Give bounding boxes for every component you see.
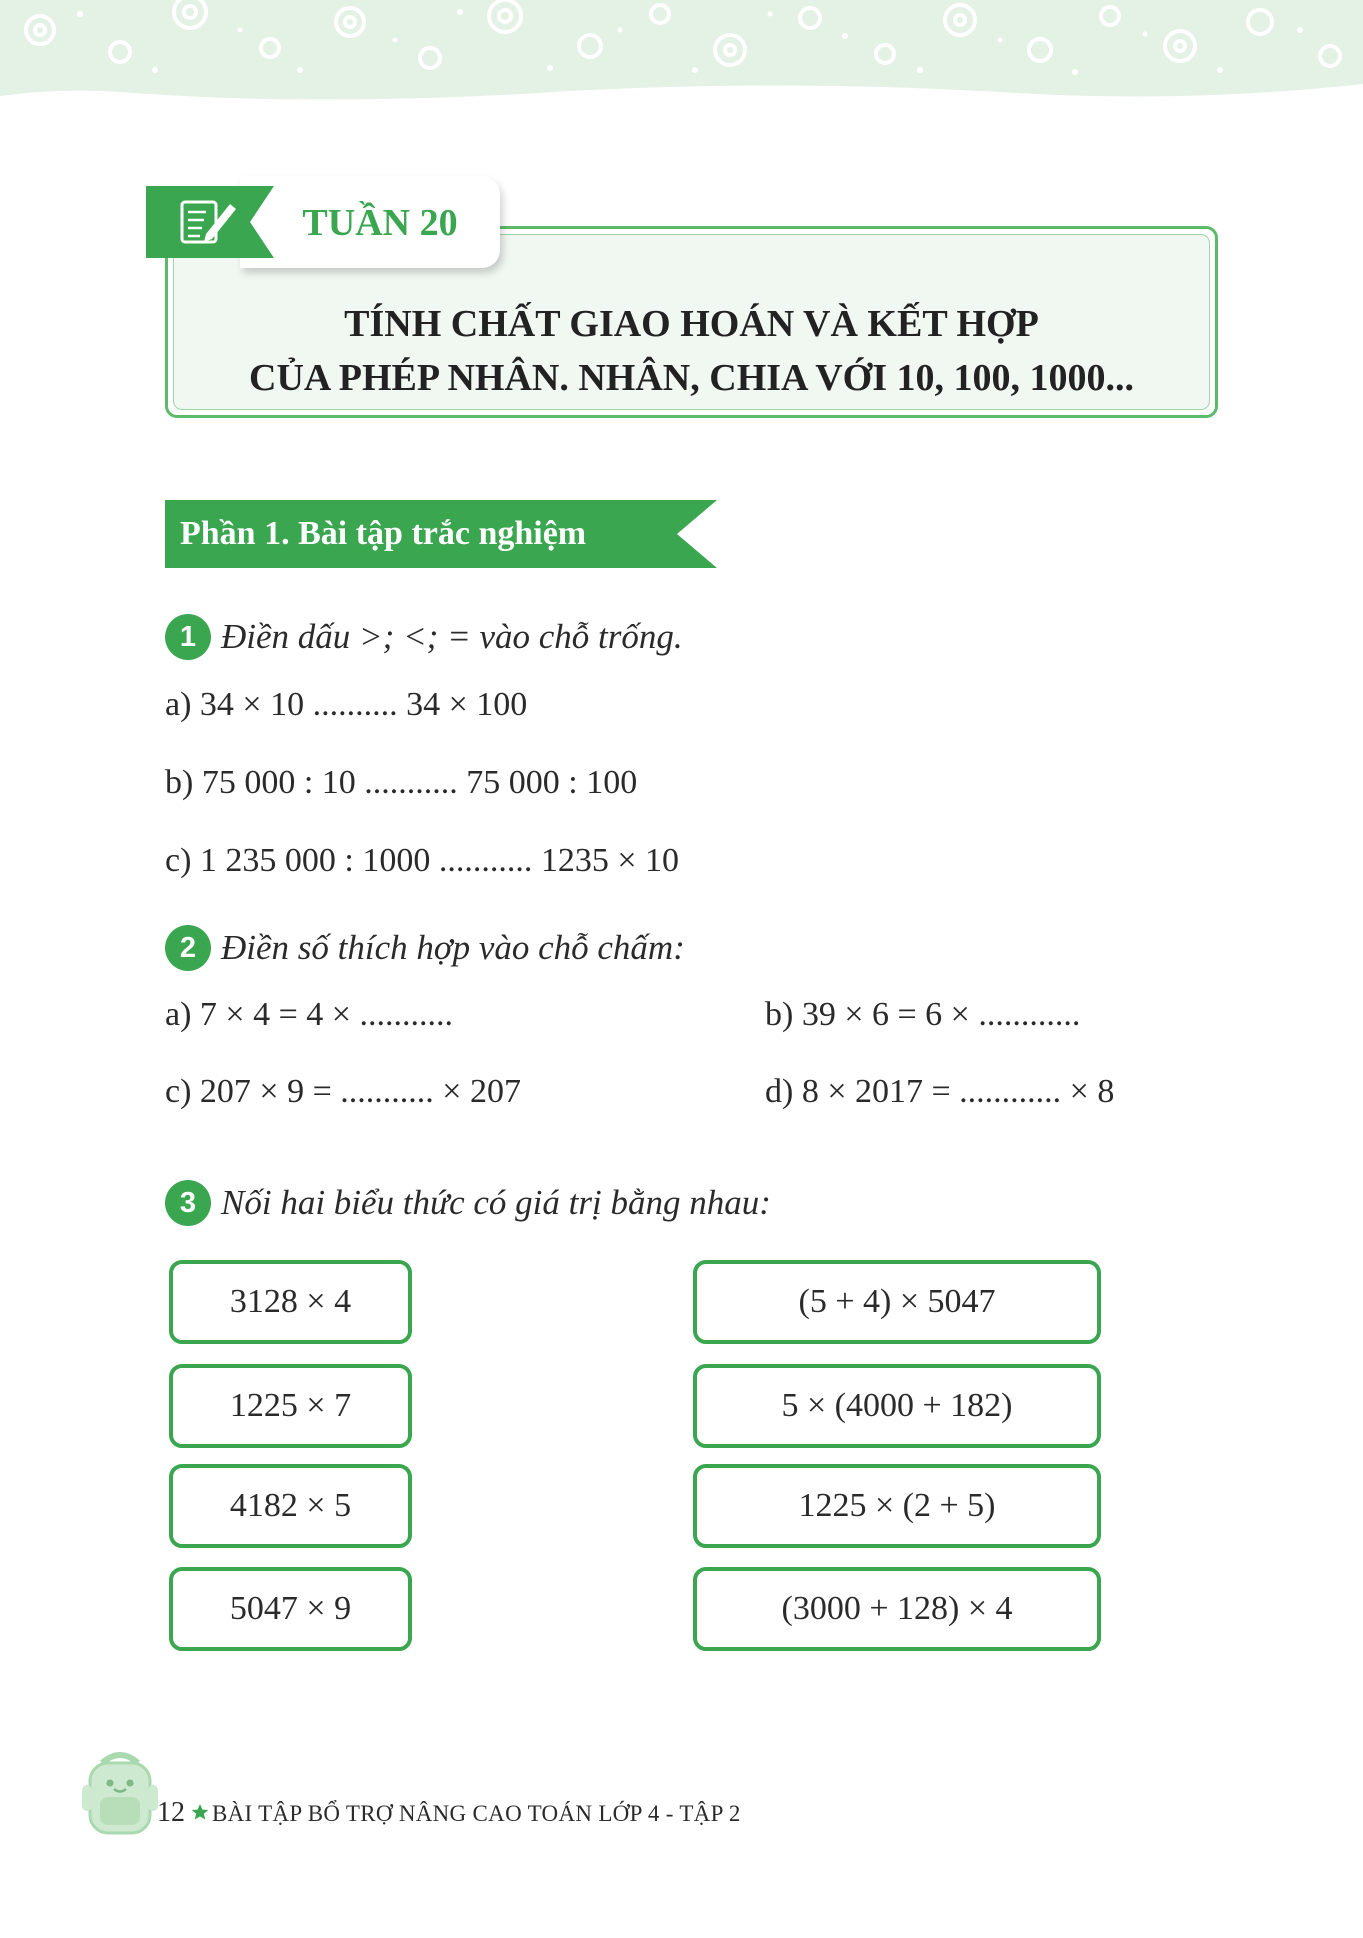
pencil-paper-icon	[176, 196, 238, 248]
exercise-2-item-b: b) 39 × 6 = 6 × ............	[765, 996, 1081, 1033]
week-label: TUẦN 20	[302, 202, 458, 244]
left-expression-box[interactable]: 4182 × 5	[169, 1464, 412, 1548]
left-expression-box[interactable]: 5047 × 9	[169, 1567, 412, 1651]
exercise-3-number: 3	[165, 1180, 211, 1226]
lesson-title	[174, 297, 1209, 405]
exercise-2-title: Điền số thích hợp vào chỗ chấm:	[221, 928, 685, 967]
top-decorative-band	[0, 0, 1363, 110]
book-title: BÀI TẬP BỔ TRỢ NÂNG CAO TOÁN LỚP 4 - TẬP 2	[212, 1801, 741, 1826]
part-1-title: Phần 1. Bài tập trắc nghiệm	[180, 515, 587, 552]
lesson-title-line-2: CỦA PHÉP NHÂN. NHÂN, CHIA VỚI 10, 100, 1000...	[249, 357, 1134, 399]
exercise-1-item-a: a) 34 × 10 .......... 34 × 100	[165, 686, 528, 723]
page-number: 12	[157, 1797, 185, 1828]
left-expression-box[interactable]: 3128 × 4	[169, 1260, 412, 1344]
exercise-3-title: Nối hai biểu thức có giá trị bằng nhau:	[221, 1183, 771, 1222]
exercise-2-number: 2	[165, 925, 211, 971]
star-icon	[190, 1796, 210, 1826]
exercise-2-item-c: c) 207 × 9 = ........... × 207	[165, 1073, 521, 1110]
exercise-1-title: Điền dấu >; <; = vào chỗ trống.	[221, 617, 683, 656]
exercise-1-item-c: c) 1 235 000 : 1000 ........... 1235 × 10	[165, 842, 680, 879]
left-expression-box[interactable]: 1225 × 7	[169, 1364, 412, 1448]
backpack-mascot-icon	[80, 1745, 160, 1841]
exercise-1-number: 1	[165, 614, 211, 660]
lesson-title-line-1: TÍNH CHẤT GIAO HOÁN VÀ KẾT HỢP	[344, 303, 1039, 345]
exercise-2-item-a: a) 7 × 4 = 4 × ...........	[165, 996, 453, 1033]
right-expression-box[interactable]: (3000 + 128) × 4	[693, 1567, 1101, 1651]
exercise-1-item-b: b) 75 000 : 10 ........... 75 000 : 100	[165, 764, 638, 801]
exercise-2-item-d: d) 8 × 2017 = ............ × 8	[765, 1073, 1115, 1110]
right-expression-box[interactable]: (5 + 4) × 5047	[693, 1260, 1101, 1344]
right-expression-box[interactable]: 5 × (4000 + 182)	[693, 1364, 1101, 1448]
right-expression-box[interactable]: 1225 × (2 + 5)	[693, 1464, 1101, 1548]
